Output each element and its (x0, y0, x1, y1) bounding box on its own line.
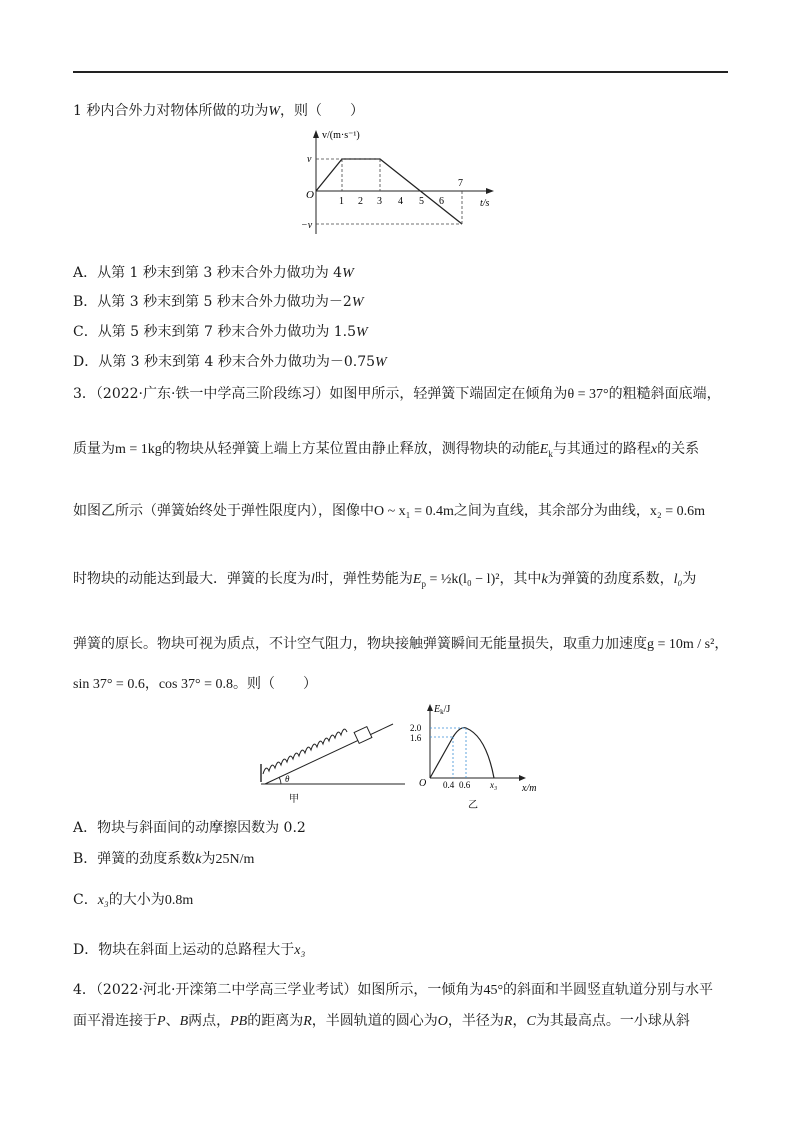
q4-b-symbol: B (179, 1014, 189, 1029)
q3-l4-text-e: 为 (682, 571, 697, 587)
q3-yi-xlabel: x/m (522, 783, 537, 794)
q4-l2-text-b: 两点， (188, 1013, 231, 1029)
q3-l5-text: 弹簧的原长。物块可视为质点，不计空气阻力，物块接触弹簧瞬间无能量损失，取重力加速度 (73, 636, 647, 652)
q3-option-d-text: D．物块在斜面上运动的总路程大于 (73, 942, 295, 958)
q3-option-b-text: B．弹簧的劲度系数 (73, 851, 196, 867)
q3-x1-value: O ~ x₁ = 0.4m (374, 504, 454, 519)
q3-yi-xtick-x3: x₃ (490, 780, 498, 790)
q3-yi-caption: 乙 (468, 800, 478, 811)
q3-option-c-mid: 的大小为 (108, 892, 165, 908)
q2-option-b (73, 292, 363, 313)
q2-tick-5: 5 (419, 196, 424, 207)
q3-yi-origin: O (419, 778, 427, 789)
q4-l1-text-b: 的斜面和半圆竖直轨道分别与水平 (503, 982, 714, 998)
q3-l2-text-d: 的关系 (657, 441, 700, 457)
q3-mass-value: m = 1kg (115, 442, 162, 457)
q2-tick-4: 4 (398, 196, 403, 207)
q2-stem-post: ，则（ ） (280, 103, 365, 119)
q3-line-5 (73, 634, 728, 655)
q2-option-a (73, 263, 354, 284)
q2-tick-6: 6 (439, 196, 444, 207)
q4-angle-value: 45° (483, 983, 504, 998)
q2-tick-7: 7 (458, 178, 463, 189)
q3-jia-caption: 甲 (289, 794, 299, 804)
q4-pb-symbol: PB (230, 1014, 248, 1029)
q2-tick-3: 3 (377, 196, 382, 207)
q3-option-c-value: 0.8m (164, 893, 194, 908)
q3-yi-ylabel (433, 704, 450, 716)
q3-theta-value: θ = 37° (567, 387, 609, 402)
q4-r-symbol: R (303, 1014, 312, 1029)
q3-yi-ylabel-unit: /J (443, 704, 451, 715)
q4-l2-text-e: ，半径为 (447, 1013, 504, 1029)
q3-l3-text: 如图乙所示（弹簧始终处于弹性限度内），图像中 (73, 503, 374, 519)
q4-line-2 (73, 1011, 690, 1032)
q3-g-value: g = 10m / s² (647, 637, 715, 652)
q3-l5-text-b: ， (714, 636, 729, 652)
q2-tick-2: 2 (358, 196, 363, 207)
q4-l1-text: 4．（2022·河北·开滦第二中学高三学业考试）如图所示，一倾角为 (73, 982, 484, 998)
q2-option-d-var: W (375, 355, 387, 370)
q3-l4-text-c: ，其中 (499, 571, 542, 587)
q3-yi-xtick-06: 0.6 (459, 780, 471, 790)
q3-ek-symbol: E (539, 442, 549, 457)
q3-jia-theta: θ (285, 774, 290, 784)
q3-line-4 (73, 569, 696, 594)
q2-negv-label: −v (301, 220, 313, 231)
q2-option-a-text: A．从第 1 秒末到第 3 秒末合外力做功为 4 (73, 265, 343, 281)
q3-l1-text: 3．（2022·广东·铁一中学高三阶段练习）如图甲所示，轻弹簧下端固定在倾角为 (73, 386, 568, 402)
q2-option-d-text: D．从第 3 秒末到第 4 秒末合外力做功为－0.75 (73, 354, 376, 370)
q3-yi-ek-curve (430, 728, 494, 778)
q2-option-c (73, 322, 368, 343)
q4-c-symbol: C (526, 1014, 536, 1029)
q2-xlabel: t/s (480, 198, 490, 209)
q3-option-b (73, 849, 254, 870)
q4-line-1 (73, 980, 713, 1001)
q3-option-b-value: 25N/m (215, 852, 255, 867)
q3-l2-text: 质量为 (73, 441, 115, 457)
q4-l2-text: 面平滑连接于 (73, 1013, 157, 1029)
q4-l2-sep: 、 (165, 1013, 180, 1029)
q3-option-c-var: x₃ (97, 893, 109, 908)
q2-tick-1: 1 (339, 196, 344, 207)
q3-cos-value: cos 37° = 0.8 (158, 677, 233, 692)
q3-l0-symbol: l₀ (673, 572, 683, 587)
q2-option-b-text: B．从第 3 秒末到第 5 秒末合外力做功为－2 (73, 294, 352, 310)
q3-l3-text-b: 之间为直线，其余部分为曲线， (453, 503, 650, 519)
q2-option-b-var: W (351, 295, 364, 310)
q3-yi-ytick-20: 2.0 (410, 723, 422, 733)
q3-ep-formula: = ½k(l₀ − l)² (425, 572, 500, 587)
q3-l4-text-d: 为弹簧的劲度系数， (547, 571, 674, 587)
q3-ek-sub: k (548, 448, 553, 459)
q4-l2-text-c: 的距离为 (247, 1013, 304, 1029)
q3-yi-y-arrow (427, 704, 433, 711)
q3-l-symbol: l (311, 572, 315, 587)
q3-l6-text: 。则（ ） (233, 676, 317, 692)
q3-yi-ylabel-sub: k (440, 708, 444, 716)
q3-yi-x-arrow (519, 775, 526, 781)
q3-l2-text-b: 的物块从轻弹簧上端上方某位置由静止释放，测得物块的动能 (161, 441, 540, 457)
q3-ep-symbol: E (412, 572, 422, 587)
q3-option-d-var: x₃ (294, 943, 306, 958)
q4-l2-sep2: ， (512, 1013, 527, 1029)
top-rule (73, 71, 728, 73)
q3-l4-text: 时物块的动能达到最大．弹簧的长度为 (73, 571, 311, 587)
q3-k-symbol: k (541, 572, 548, 587)
q4-l2-text-g: 为其最高点。一小球从斜 (535, 1013, 690, 1029)
q2-stem (73, 101, 364, 122)
q2-stem-var: W (268, 104, 281, 119)
q3-l2-text-c: 与其通过的路程 (552, 441, 651, 457)
q3-option-c (73, 890, 193, 911)
q3-ep-sub: p (421, 578, 426, 589)
q2-option-c-text: C．从第 5 秒末到第 7 秒末合外力做功为 1.5 (73, 324, 357, 340)
q3-l1-text-b: 的粗糙斜面底端， (608, 386, 721, 402)
q3-yi-xtick-04: 0.4 (443, 780, 455, 790)
q3-figure-yi (404, 700, 549, 812)
q3-yi-ytick-16: 1.6 (410, 733, 422, 743)
q3-option-b-var: k (195, 852, 202, 867)
q3-line-1 (73, 384, 721, 405)
q4-l2-text-d: ，半圆轨道的圆心为 (311, 1013, 438, 1029)
q3-sin-value: sin 37° = 0.6 (73, 677, 145, 692)
q3-option-b-mid: 为 (201, 851, 216, 867)
q2-option-d (73, 352, 387, 373)
q3-line-3 (73, 501, 705, 522)
q2-option-a-var: W (342, 266, 354, 281)
q3-option-a (73, 818, 306, 838)
q3-l6-sep: ， (144, 676, 159, 692)
q3-x-symbol: x (650, 442, 658, 457)
q2-origin: O (306, 189, 314, 201)
q4-p-symbol: P (157, 1014, 166, 1029)
q3-option-d (73, 940, 305, 961)
q3-l4-text-b: 时，弹性势能为 (314, 571, 413, 587)
q3-line-6 (73, 674, 317, 695)
q2-y-arrow (313, 130, 319, 138)
q4-r2-symbol: R (503, 1014, 513, 1029)
q2-option-c-var: W (356, 325, 368, 340)
q2-x-arrow (486, 188, 494, 194)
q2-vt-graph (300, 126, 510, 236)
q2-ylabel: v/(m·s⁻¹) (322, 130, 360, 141)
q2-stem-text: 1 秒内合外力对物体所做的功为 (73, 103, 269, 119)
q3-figure-jia (255, 722, 415, 804)
q3-option-c-text: C． (73, 892, 98, 908)
q3-option-a-text: A．物块与斜面间的动摩擦因数为 0.2 (73, 820, 306, 836)
q3-jia-angle-arc (279, 777, 281, 784)
q4-o-symbol: O (437, 1014, 448, 1029)
q3-yi-ylabel-e: E (434, 704, 441, 715)
q3-x2-value: x₂ = 0.6m (649, 504, 706, 519)
q3-line-2 (73, 439, 699, 464)
q2-v-label: v (307, 154, 312, 165)
